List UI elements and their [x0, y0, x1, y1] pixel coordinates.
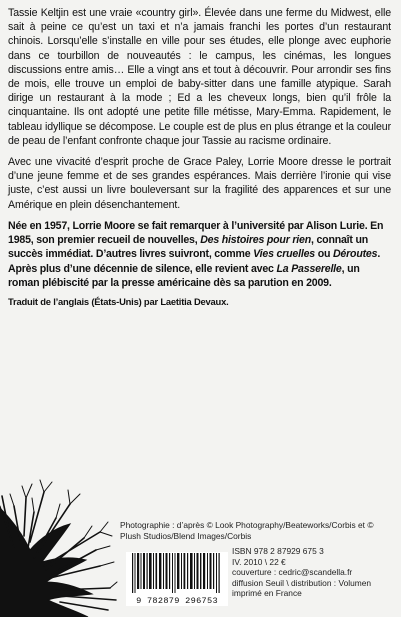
synopsis-paragraph: Tassie Keltjin est une vraie «country girl». Élevée dans une ferme du Midwest, elle sait à peine ce qu’est un taxi et n’a jamais franchi les portes d’un restaurant chinois. Lorsqu’elle s’installe en ville pour ses études, elle plonge avec euphorie dans ce tourbillon de nouveautés : le campus, les cinémas, les longues discussions entre amis… Elle a vingt ans et tout à découvrir. Pour arrondir ses fins de mois, elle trouve un emploi de baby-sitter dans une famille atypique. Sarah dirige un restaurant à la mode ; Ed a les cheveux longs, bien qu’il frôle la cinquantaine. Ils ont adopté une petite fille métisse, Mary-Emma. Rapidement, le tableau idyllique se décompose. Le couple est de plus en plus étrange et la couleur de peau de l’enfant confronte chaque jour Tassie au racisme ordinaire.	[8, 7, 391, 147]
translator-credit: Traduit de l’anglais (États-Unis) par Laetitia Devaux.	[8, 296, 229, 307]
author-bio	[8, 219, 391, 290]
printed-line: imprimé en France	[232, 588, 302, 599]
barcode-bars-icon	[128, 553, 226, 593]
barcode	[126, 552, 228, 606]
bio-text: , un roman plébiscité par la presse américaine dès sa parution en 2009.	[8, 262, 360, 289]
book-title: La Passerelle	[276, 262, 342, 275]
cover-credit-line: couverture : cedric@scandella.fr	[232, 567, 353, 578]
price-line: IV. 2010 \ 22 €	[232, 556, 286, 567]
tree-silhouette-image	[0, 478, 118, 617]
book-title: Des histoires pour rien	[200, 234, 311, 247]
bio-text: . Après plus d’une décennie de silence, elle revient avec	[8, 248, 381, 275]
bio-text: ou	[314, 248, 333, 261]
isbn-line: ISBN 978 2 87929 675 3	[232, 546, 324, 556]
book-title: Déroutes	[332, 248, 378, 261]
isbn-info	[232, 546, 371, 599]
review-paragraph: Avec une vivacité d’esprit proche de Grace Paley, Lorrie Moore dresse le portrait d’une jeune femme et de ses grandes espérances. Mais derrière l’ironie qui vise juste, c’est aussi un livre bouleversant sur la fragilité des apparences et sur une Amérique en plein désenchantement.	[8, 156, 391, 211]
bio-text: , connaît un succès immédiat. D’autres livres suivront, comme	[8, 234, 369, 261]
barcode-digits: 9 782879 296753	[136, 596, 218, 606]
photo-credits: Photographie : d’après © Look Photography/Beateworks/Corbis et © Plush Studios/Blend Images/Corbis	[120, 520, 374, 541]
distribution-line: diffusion Seuil \ distribution : Volumen	[232, 577, 372, 588]
book-title: Vies cruelles	[253, 248, 315, 261]
bio-text: Née en 1957, Lorrie Moore se fait remarquer à l’université par Alison Lurie. En 1985, son premier recueil de nouvelles,	[8, 220, 384, 247]
